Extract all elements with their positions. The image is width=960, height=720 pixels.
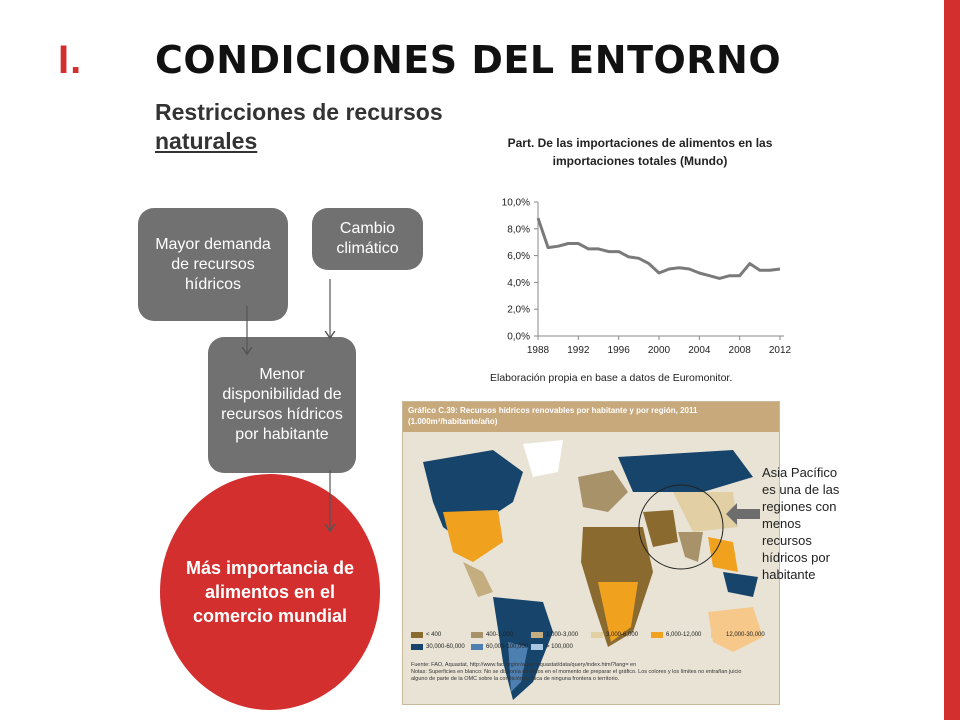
water-resources-map [402,401,780,705]
y-tick-label: 2,0% [507,304,530,316]
series-line [538,218,780,278]
legend-item [531,644,573,650]
x-tick-label: 2012 [768,345,792,356]
x-tick-label: 1992 [567,345,590,356]
legend-label: 6,000-12,000 [666,632,702,638]
legend-item [711,632,765,638]
map-header [403,402,779,432]
y-tick-label: 8,0% [507,224,530,236]
x-tick-label: 1988 [526,345,550,356]
pointer-arrow [726,503,760,525]
map-notes-2: alguno de parte de la OMC sobre la condición jurídica de ninguna frontera o territorio. [411,676,620,682]
x-tick-label: 2004 [688,345,711,356]
map-header-units: (1.000m³/habitante/año) [408,417,498,426]
legend-swatch [411,632,423,638]
x-tick-label: 1996 [607,345,630,356]
section-number: I. [58,38,83,82]
climate-box: Cambio climático [312,208,423,270]
legend-item [531,632,578,638]
legend-swatch [411,644,423,650]
legend-label: 30,000-60,000 [426,644,465,650]
chart-source: Elaboración propia en base a datos de Euromonitor. [490,372,733,384]
map-notes [411,662,773,683]
y-tick-label: 4,0% [507,277,530,289]
legend-item [591,632,638,638]
legend-item [471,644,528,650]
x-tick-label: 2008 [728,345,751,356]
y-tick-label: 10,0% [501,197,530,209]
result-circle: Más importancia de alimentos en el comercio mundial [160,474,380,710]
legend-label: < 400 [426,632,442,638]
legend-label: 1,000-3,000 [546,632,579,638]
chart-title: Part. De las importaciones de alimentos en las importaciones totales (Mundo) [507,136,773,168]
legend-label: 12,000-30,000 [726,632,765,638]
asia-note: Asia Pacífico es una de las regiones con menos recursos hídricos por habitante [762,465,840,582]
availability-box: Menor disponibilidad de recursos hídricos por habitante [208,337,356,473]
legend-item [411,632,441,638]
map-notes-1: Notas: Superficies en blanco: No se disponía de datos en el momento de preparar el gráfico. Los colores y los límites no entrañan juicio [411,669,742,675]
legend-label: 400-1,000 [486,632,514,638]
legend-item [651,632,701,638]
legend-swatch [711,632,723,638]
subtitle-line2: naturales [155,128,258,154]
legend-swatch [531,632,543,638]
legend-item [411,644,465,650]
x-tick-label: 2000 [647,345,671,356]
legend-swatch [471,644,483,650]
y-tick-label: 6,0% [507,251,530,263]
legend-label: 3,000-6,000 [606,632,639,638]
legend-swatch [651,632,663,638]
map-legend [411,632,771,660]
map-source: Fuente: FAO, Aquastat, http://www.fao.org/nr/water/aquastat/data/query/index.html?lang= en [411,662,637,668]
legend-swatch [471,632,483,638]
legend-label: 60,000-100,000 [486,644,529,650]
slide-title: CONDICIONES DEL ENTORNO [155,38,782,82]
line-chart [470,190,800,365]
legend-label: > 100,000 [546,644,573,650]
legend-swatch [531,644,543,650]
map-header-title: Gráfico C.39: Recursos hídricos renovables por habitante y por región, 2011 [408,406,698,415]
legend-swatch [591,632,603,638]
y-tick-label: 0,0% [507,331,530,343]
subtitle-line1: Restricciones de recursos [155,99,443,125]
legend-item [471,632,513,638]
demand-box: Mayor demanda de recursos hídricos [138,208,288,321]
